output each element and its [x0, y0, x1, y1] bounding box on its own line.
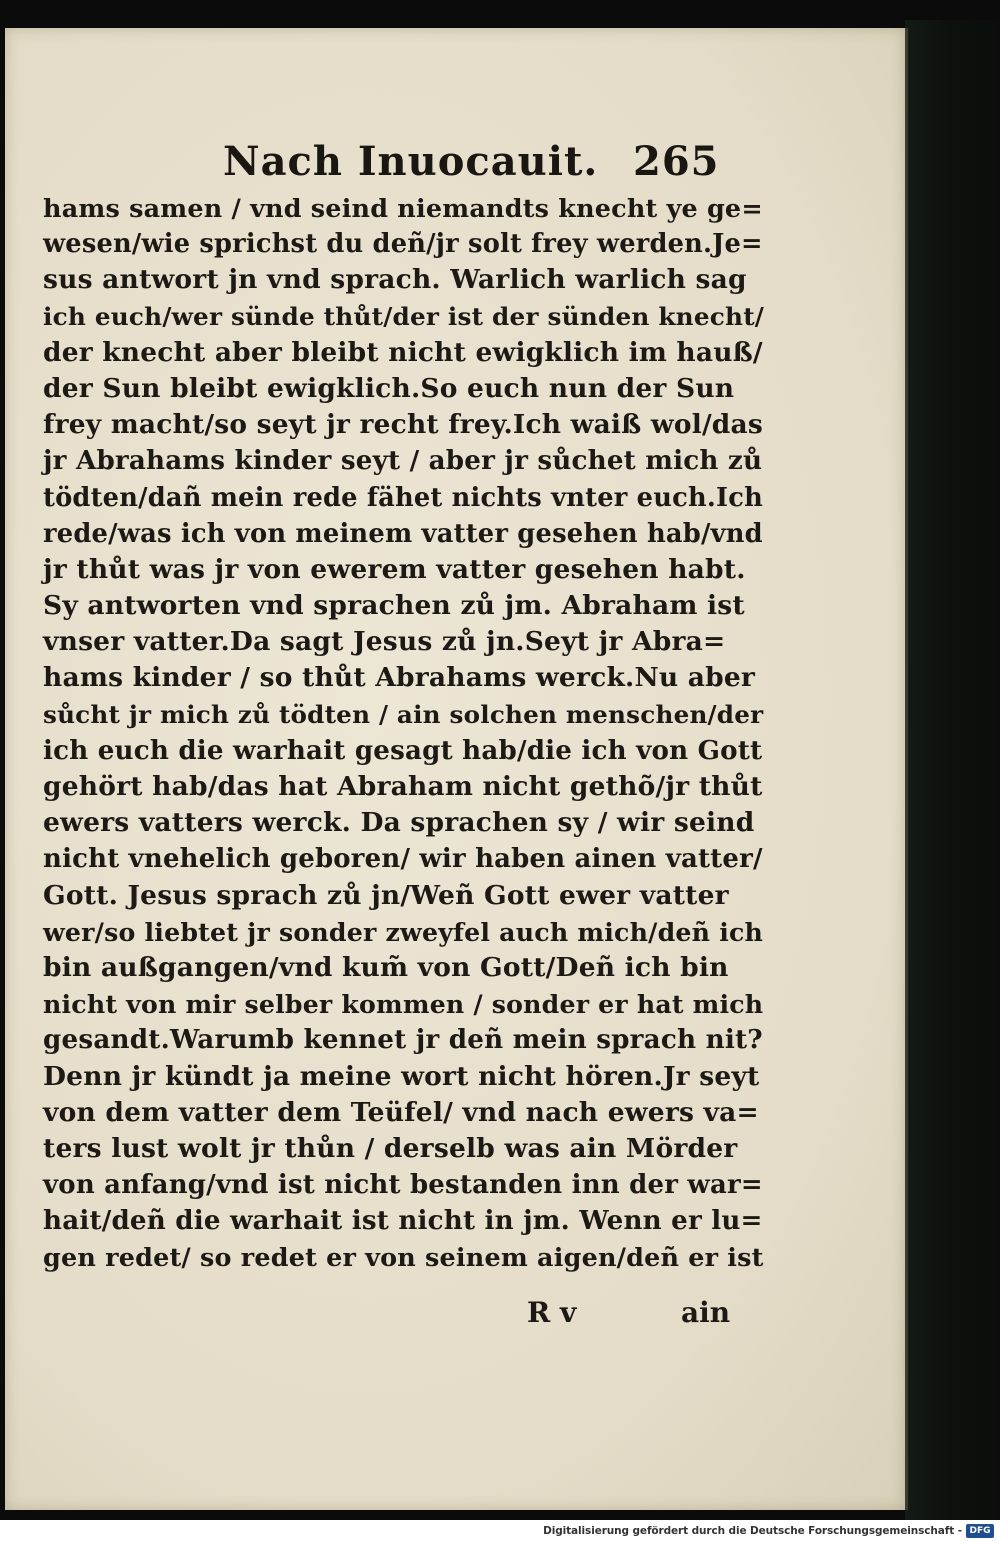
text-line: rede/was ich von meinem vatter gesehen hab/vnd	[43, 518, 763, 549]
text-line: ich euch die warhait gesagt hab/die ich von Gott	[43, 734, 763, 766]
text-line: Sy antworten vnd sprachen zů jm. Abraham ist	[43, 590, 745, 622]
text-line: nicht vnehelich geboren/ wir haben ainen vatter/	[43, 844, 763, 875]
folio-number: 265	[633, 138, 720, 185]
book-page	[5, 28, 905, 1510]
text-line: Denn jr kündt ja meine wort nicht hören.Jr seyt	[43, 1060, 760, 1092]
catchword: ain	[681, 1296, 731, 1329]
digitization-footer	[0, 1520, 1000, 1542]
funding-note: Digitalisierung gefördert durch die Deutsche Forschungsgemeinschaft -	[543, 1525, 962, 1537]
text-line: sůcht jr mich zů tödten / ain solchen menschen/der	[43, 699, 764, 729]
text-line: tödten/dañ mein rede fähet nichts vnter euch.Ich	[43, 482, 763, 513]
text-line: ewers vatters werck. Da sprachen sy / wir seind	[43, 807, 755, 839]
text-line: vnser vatter.Da sagt Jesus zů jn.Seyt jr Abra=	[43, 626, 726, 658]
text-line: von dem vatter dem Teüfel/ vnd nach ewers va=	[43, 1096, 759, 1128]
text-line: ich euch/wer sünde thůt/der ist der sünden knecht/	[43, 301, 765, 331]
text-line: der Sun bleibt ewigklich.So euch nun der Sun	[43, 372, 735, 404]
text-line: jr Abrahams kinder seyt / aber jr sůchet mich zů	[43, 445, 763, 477]
signature-mark: R v	[527, 1296, 577, 1329]
book-spine	[905, 20, 1000, 1520]
running-header	[205, 138, 725, 188]
text-line: jr thůt was jr von ewerem vatter gesehen habt.	[43, 553, 746, 585]
dfg-logo: DFG	[966, 1524, 994, 1538]
text-line: hams samen / vnd seind niemandts knecht ye ge=	[43, 193, 763, 223]
text-line: gesandt.Warumb kennet jr deñ mein sprach nit?	[43, 1024, 763, 1056]
page-foot	[5, 1296, 905, 1336]
running-head: Nach Inuocauit.	[223, 138, 599, 185]
text-line: wer/so liebtet jr sonder zweyfel auch mich/deñ ich	[43, 916, 764, 947]
text-line: sus antwort jn vnd sprach. Warlich warlich sag	[43, 264, 747, 296]
text-line: ters lust wolt jr thůn / derselb was ain Mörder	[43, 1132, 738, 1164]
text-line: von anfang/vnd ist nicht bestanden inn der war=	[43, 1170, 763, 1201]
text-line: nicht von mir selber kommen / sonder er hat mich	[43, 989, 764, 1020]
text-line: der knecht aber bleibt nicht ewigklich im hauß/	[43, 336, 763, 368]
text-line: hams kinder / so thůt Abrahams werck.Nu aber	[43, 662, 756, 694]
text-line: wesen/wie sprichst du deñ/jr solt frey werden.Je=	[43, 229, 763, 260]
text-line: gen redet/ so redet er von seinem aigen/deñ er ist	[43, 1242, 764, 1273]
text-line: hait/deñ die warhait ist nicht in jm. Wenn er lu=	[43, 1205, 763, 1237]
text-line: Gott. Jesus sprach zů jn/Weñ Gott ewer vatter	[43, 879, 729, 911]
text-line: gehört hab/das hat Abraham nicht gethõ/jr thůt	[43, 771, 763, 802]
text-line: frey macht/so seyt jr recht frey.Ich waiß wol/das	[43, 409, 763, 441]
text-line: bin außgangen/vnd kum̃ von Gott/Deñ ich bin	[43, 951, 729, 983]
text-block	[43, 190, 763, 1276]
